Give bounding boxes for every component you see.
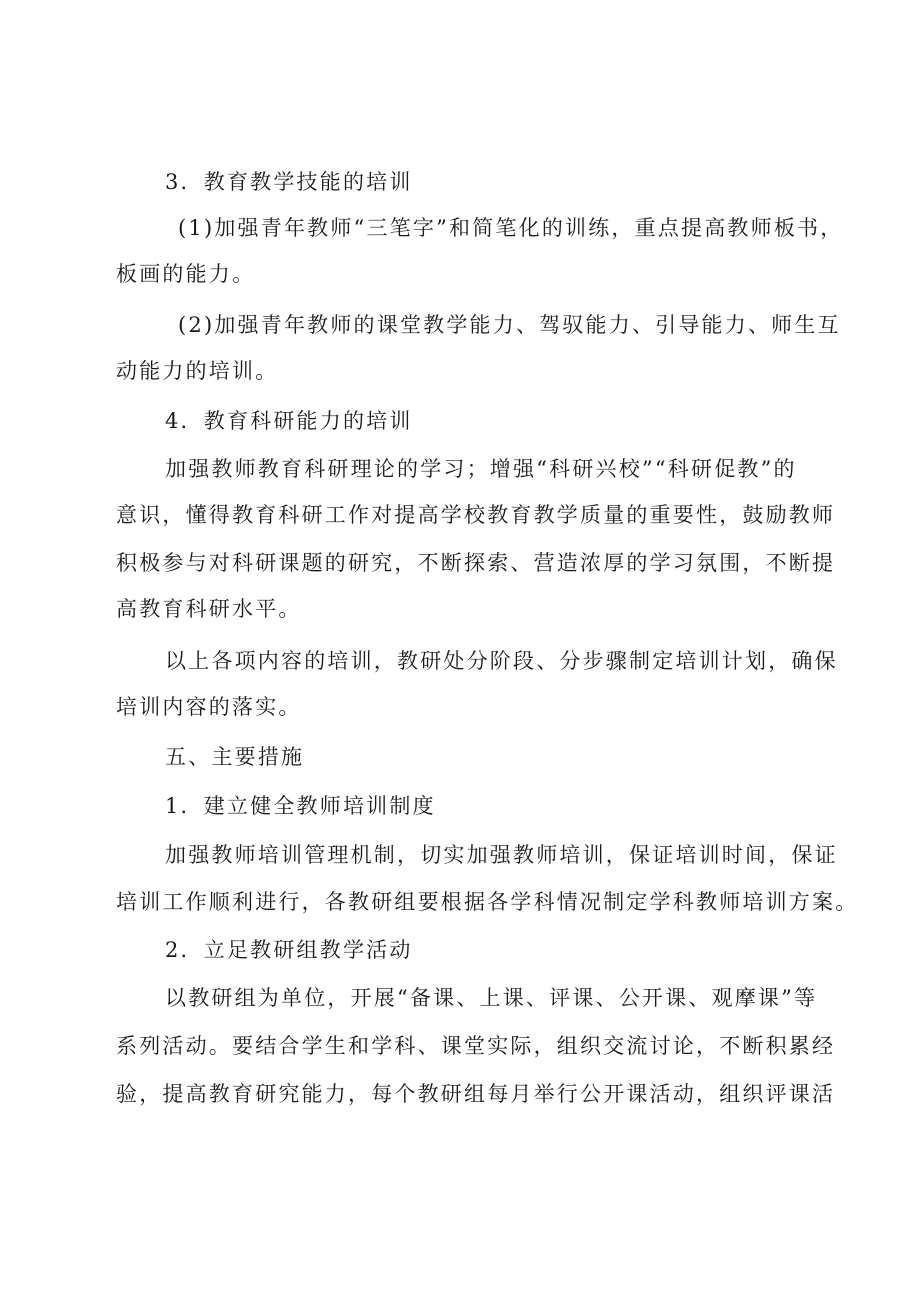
para-plan-line-1: 以上各项内容的培训，教研处分阶段、分步骤制定培训计划，确保 bbox=[165, 649, 838, 673]
para-research-line-4: 高教育科研水平。 bbox=[116, 597, 302, 621]
measure-1-heading: 1．建立健全教师培训制度 bbox=[165, 794, 436, 818]
item-2-line-1: (2)加强青年教师的课堂教学能力、驾驭能力、引导能力、师生互 bbox=[178, 313, 841, 337]
para-research-line-3: 积极参与对科研课题的研究，不断探索、营造浓厚的学习氛围，不断提 bbox=[116, 551, 836, 575]
para-plan-line-2: 培训内容的落实。 bbox=[116, 695, 302, 719]
measure-1-line-2: 培训工作顺利进行，各教研组要根据各学科情况制定学科教师培训方案。 bbox=[116, 890, 859, 914]
measure-2-line-3: 验，提高教育研究能力，每个教研组每月举行公开课活动，组织评课活 bbox=[116, 1082, 836, 1106]
item-1-line-2: 板画的能力。 bbox=[116, 262, 256, 286]
item-2-line-2: 动能力的培训。 bbox=[116, 359, 279, 383]
heading-4: 4．教育科研能力的培训 bbox=[165, 409, 413, 433]
measure-2-line-2: 系列活动。要结合学生和学科、课堂实际，组织交流讨论，不断积累经 bbox=[116, 1034, 836, 1058]
heading-3: 3．教育教学技能的培训 bbox=[165, 170, 413, 194]
measure-2-heading: 2．立足教研组教学活动 bbox=[165, 938, 413, 962]
section-5-heading: 五、主要措施 bbox=[165, 745, 305, 769]
para-research-line-1: 加强教师教育科研理论的学习；增强“科研兴校”“科研促教”的 bbox=[165, 457, 797, 481]
para-research-line-2: 意识，懂得教育科研工作对提高学校教育教学质量的重要性，鼓励教师 bbox=[116, 503, 836, 527]
measure-1-line-1: 加强教师培训管理机制，切实加强教师培训，保证培训时间，保证 bbox=[165, 843, 838, 867]
measure-2-line-1: 以教研组为单位，开展“备课、上课、评课、公开课、观摩课”等 bbox=[165, 986, 818, 1010]
item-1-line-1: (1)加强青年教师“三笔字”和简笔化的训练，重点提高教师板书， bbox=[178, 216, 844, 240]
